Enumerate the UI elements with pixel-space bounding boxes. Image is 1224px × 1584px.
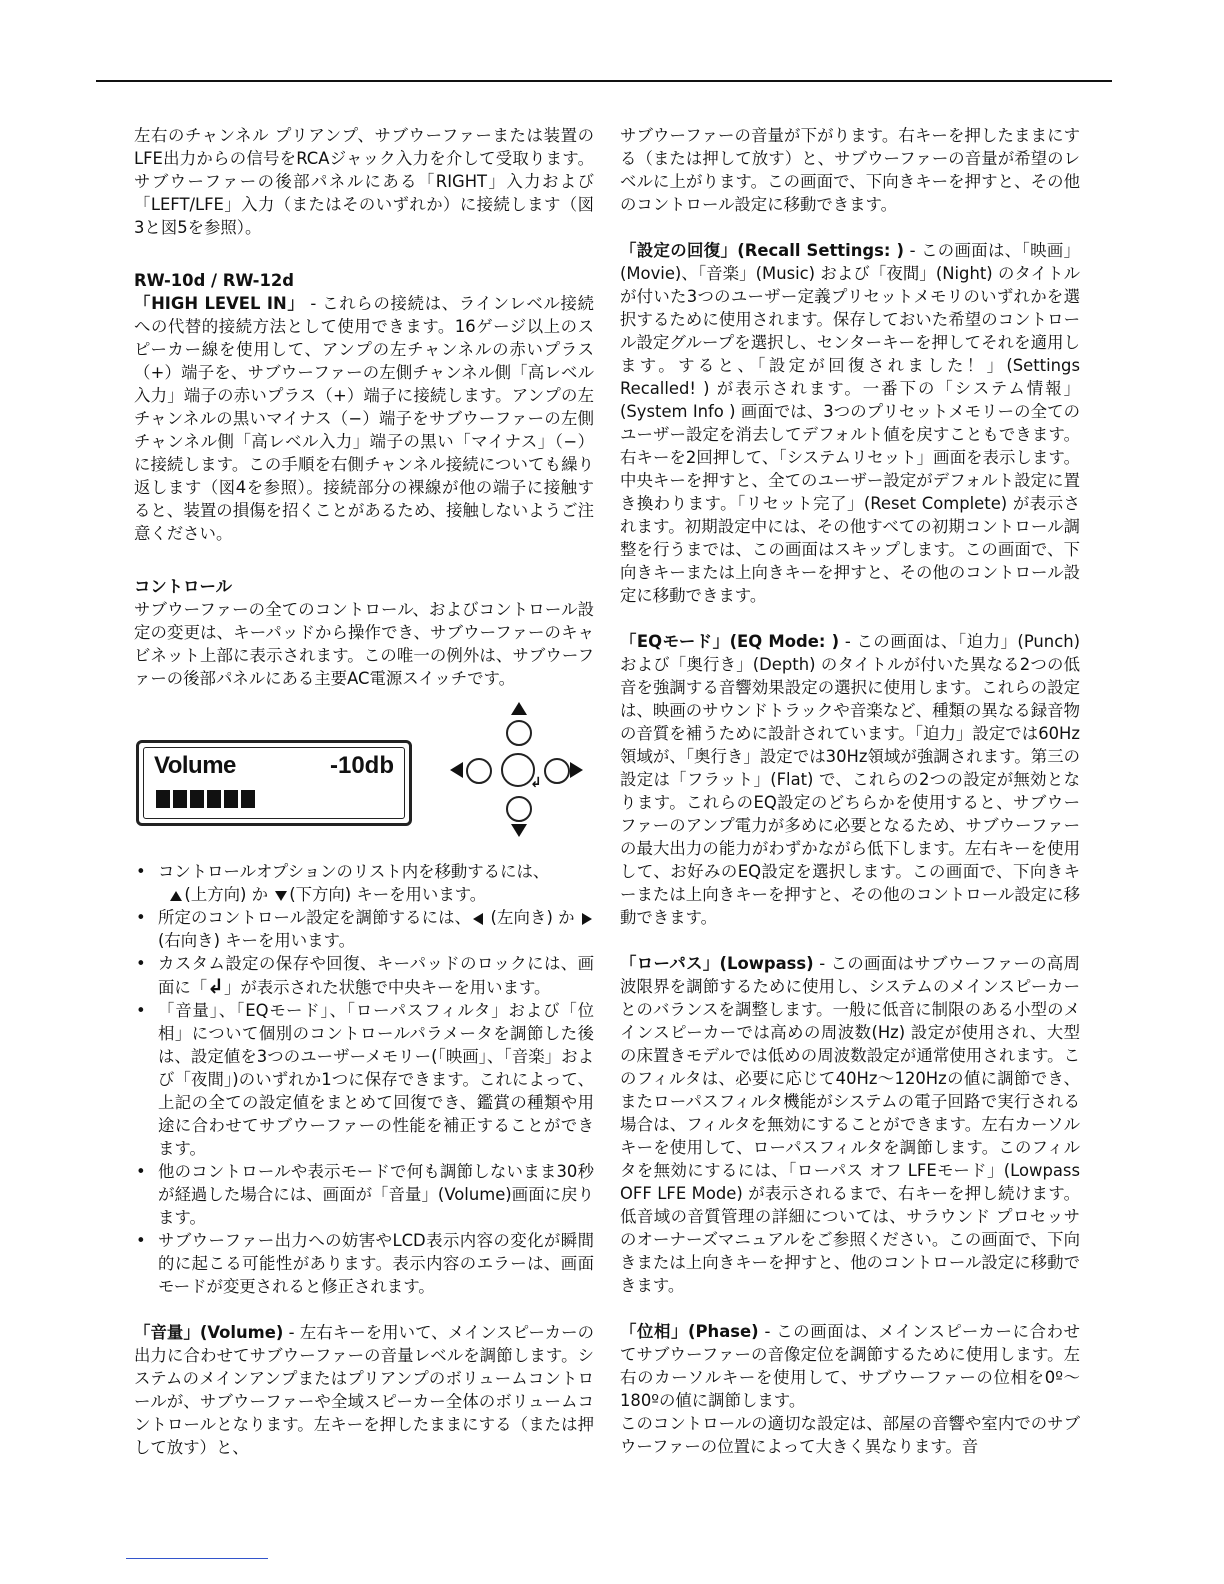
keypad-diagram — [450, 702, 590, 852]
recall-title: 「設定の回復」(Recall Settings: ) — [620, 241, 905, 260]
control-heading: コントロール — [134, 577, 233, 596]
right-arrow-icon — [570, 762, 583, 778]
list-item: • カスタム設定の保存や回復、キーパッドのロックには、画面に「↲」が表示された状態で中央キーを用います。 — [134, 952, 594, 999]
list-item: • 他のコントロールや表示モードで何も調節しないまま30秒が経過した場合には、画面が「音量」(Volume)画面に戻ります。 — [134, 1160, 594, 1229]
lcd-display — [136, 740, 412, 826]
volume-title: 「音量」(Volume) — [134, 1323, 284, 1342]
lowpass-title: 「ローパス」(Lowpass) — [620, 954, 814, 973]
left-triangle-icon — [473, 913, 483, 925]
eq-title: 「EQモード」(EQ Mode: ) — [620, 632, 840, 651]
lcd-inner-frame — [143, 747, 405, 819]
list-item: • 「音量」、「EQモード」、「ローパスフィルタ」および「位相」について個別のコントロールパラメータを調節した後は、設定値を3つのユーザーメモリー(「映画」、「音楽」および「夜間」)のいずれか1つに保存できます。これによって、上記の全ての設定値をまとめて回復でき、鑑賞の種類や用途に合わせてサブウーファーの性能を補正することができます。 — [134, 999, 594, 1160]
eq-body: - この画面は、「迫力」(Punch) および「奥行き」(Depth) のタイトルが付いた異なる2つの低音を強調する音響効果設定の選択に使用します。これらの設定は、映画のサウンドトラックや音楽など、種類の異なる録音物の音質を補うために設計されています。「迫力」設定では60Hz領域が、「奥行き」設定では30Hz領域が強調されます。第三の設定は「フラット」(Flat) で、これらの2つの設定が無効となります。これらのEQ設定のどちらかを使用すると、サブウーファーのアンプ電力が多めに必要となるため、サブウーファーの最大出力の能力がわずかながら低下します。左右キーを使用して、お好みのEQ設定を選択します。この画面で、下向きキーまたは上向きキーを押すと、その他のコントロール設定に移動できます。 — [620, 632, 1080, 927]
down-triangle-icon — [275, 891, 287, 901]
lowpass-body: - この画面はサブウーファーの高周波限界を調節するために使用し、システムのメインスピーカーとのバランスを調整します。一般に低音に制限のある小型のメインスピーカーでは高めの周波数(Hz) 設定が使用され、大型の床置きモデルでは低めの周波数設定が通常使用されます。このフィルタは、必要に応じて40Hz〜120Hzの値に調節でき、またローパスフィルタ機能がシステムの電子回路で実行される場合は、フィルタを無効にすることができます。左右カーソルキーを使用して、ローパスフィルタを調節します。このフィルタを無効にするには、「ローパス オフ LFEモード」(Lowpass OFF LFE Mode) が表示されるまで、右キーを押し続けます。低音域の音質管理の詳細については、サラウンド プロセッサのオーナーズマニュアルをご参照ください。この画面で、下向きまたは上向きキーを押すと、他のコントロール設定に移動できます。 — [620, 954, 1080, 1295]
high-level-body: - これらの接続は、ラインレベル接続への代替的接続方法として使用できます。16ゲージ以上のスピーカー線を使用して、アンプの左チャンネルの赤いプラス（+）端子を、サブウーファーの左側チャンネル側「高レベル入力」端子の赤いプラス（+）端子に接続します。アンプの左チャンネルの黒いマイナス（−）端子をサブウーファーの左側チャンネル側「高レベル入力」端子の黒い「マイナス」（−）に接続します。この手順を右側チャンネル接続についても繰り返します（図4を参照）。接続部分の裸線が他の端子に接触すると、装置の損傷を招くことがあるため、接触しないようご注意ください。 — [134, 294, 594, 543]
right-column — [620, 124, 1080, 1458]
lcd-level-segment — [173, 790, 187, 808]
volume-paragraph — [134, 1321, 594, 1459]
enter-icon: ↲ — [207, 974, 224, 998]
up-key — [506, 720, 532, 746]
left-arrow-icon — [450, 762, 463, 778]
keypad-figure — [134, 702, 594, 852]
lcd-level-segment — [224, 790, 238, 808]
phase-body: - この画面は、メインスピーカーに合わせてサブウーファーの音像定位を調節するために使用します。左右のカーソルキーを使用して、サブウーファーの位相を0º〜180ºの値に調節します。 — [620, 1322, 1080, 1410]
left-key — [466, 758, 492, 784]
header-rule — [96, 80, 1112, 82]
eq-paragraph — [620, 630, 1080, 929]
lowpass-paragraph — [620, 952, 1080, 1297]
phase-title: 「位相」(Phase) — [620, 1322, 759, 1341]
lcd-level-segment — [207, 790, 221, 808]
list-item: • コントロールオプションのリスト内を移動するには、 (上方向) か (下方向) キーを用います。 — [134, 860, 594, 906]
list-item: • サブウーファー出力への妨害やLCD表示内容の変化が瞬間的に起こる可能性があります。表示内容のエラーは、画面モードが変更されると修正されます。 — [134, 1229, 594, 1298]
down-arrow-icon — [511, 824, 527, 837]
lcd-level-segment — [156, 790, 170, 808]
recall-paragraph — [620, 239, 1080, 607]
intro-paragraph: 左右のチャンネル プリアンプ、サブウーファーまたは装置のLFE出力からの信号をRCAジャック入力を介して受取ります。サブウーファーの後部パネルにある「RIGHT」入力および「LEFT/LFE」入力（またはそのいずれか）に接続します（図3と図5を参照）。 — [134, 126, 594, 237]
volume-body: - 左右キーを用いて、メインスピーカーの出力に合わせてサブウーファーの音量レベルを調節します。システムのメインアンプまたはプリアンプのボリュームコントロールが、サブウーファーや全域スピーカー全体のボリュームコントロールとなります。左キーを押したままにする（または押して放す）と、 — [134, 1323, 595, 1457]
high-level-paragraph — [134, 292, 594, 545]
models-heading: RW-10d / RW-12d — [134, 271, 295, 290]
left-column — [134, 124, 594, 1459]
control-bullets — [134, 860, 594, 1298]
high-level-title: 「HIGH LEVEL IN」 — [134, 294, 305, 313]
lcd-level-bars — [156, 790, 255, 808]
up-arrow-icon — [511, 702, 527, 715]
lcd-level-segment — [241, 790, 255, 808]
up-triangle-icon — [170, 891, 182, 901]
right-key — [544, 758, 570, 784]
lcd-level-segment — [190, 790, 204, 808]
footer-link-underline — [126, 1558, 268, 1559]
recall-body: - この画面は、「映画」(Movie)、「音楽」(Music) および「夜間」(Night) のタイトルが付いた3つのユーザー定義プリセットメモリのいずれかを選択するために使用されます。保存しておいた希望のコントロール設定グループを選択し、センターキーを押してそれを適用します。すると、「設定が回復されました！」(Settings Recalled! ) が表示されます。一番下の「システム情報」(System Info ) 画面では、3つのプリセットメモリーの全てのユーザー設定を消去してデフォルト値を戻すこともできます。右キーを2回押して、「システムリセット」画面を表示します。中央キーを押すと、全てのユーザー設定がデフォルト設定に置き換わります。「リセット完了」(Reset Complete) が表示されます。初期設定中には、その他すべての初期コントロール調整を行うまでは、この画面はスキップします。この画面で、下向きキーまたは上向きキーを押すと、その他のコントロール設定に移動できます。 — [620, 241, 1080, 605]
phase-paragraph — [620, 1320, 1080, 1412]
phase-paragraph-2: このコントロールの適切な設定は、部屋の音響や室内でのサブウーファーの位置によって大きく異なります。音 — [620, 1414, 1080, 1456]
lcd-value: -10db — [329, 752, 394, 779]
list-item: • 所定のコントロール設定を調節するには、 (左向き) か (右向き) キーを用います。 — [134, 906, 594, 952]
lcd-label: Volume — [154, 752, 236, 779]
volume-continued: サブウーファーの音量が下がります。右キーを押したままにする（または押して放す）と、サブウーファーの音量が希望のレベルに上がります。この画面で、下向きキーを押すと、その他のコントロール設定に移動できます。 — [620, 126, 1080, 214]
right-triangle-icon — [582, 913, 592, 925]
down-key — [506, 796, 532, 822]
control-paragraph: サブウーファーの全てのコントロール、およびコントロール設定の変更は、キーパッドから操作でき、サブウーファーのキャビネット上部に表示されます。この唯一の例外は、サブウーファーの後部パネルにある主要AC電源スイッチです。 — [134, 600, 594, 688]
enter-icon: ↲ — [530, 775, 542, 791]
